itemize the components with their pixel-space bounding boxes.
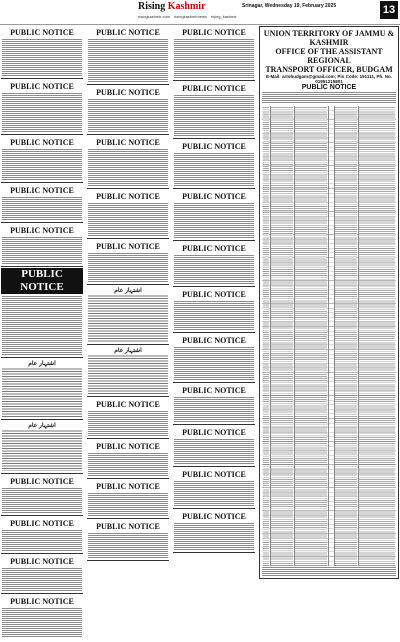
column-2 — [87, 26, 169, 638]
ut-line3: TRANSPORT OFFICER, BUDGAM — [265, 65, 393, 74]
urdu-notice — [87, 346, 169, 397]
notice-title: PUBLIC NOTICE — [96, 482, 160, 491]
ut-subtitle: PUBLIC NOTICE — [301, 84, 357, 91]
ut-line2: OFFICE OF THE ASSISTANT REGIONAL — [275, 47, 383, 65]
notice — [87, 136, 169, 189]
notice — [1, 136, 83, 183]
ut-line1: UNION TERRITORY OF JAMMU & KASHMIR — [263, 29, 395, 47]
notice — [173, 510, 255, 553]
notice-title: PUBLIC NOTICE — [10, 597, 74, 606]
rto-footer-text — [262, 566, 396, 576]
notice — [87, 190, 169, 239]
notice — [173, 468, 255, 509]
notice-title: PUBLIC NOTICE — [96, 400, 160, 409]
notice — [173, 242, 255, 287]
notice — [87, 520, 169, 561]
notice-title: PUBLIC NOTICE — [10, 226, 74, 235]
notice-title: PUBLIC NOTICE — [10, 82, 74, 91]
notice — [1, 555, 83, 594]
urdu-title: اشتہار عام — [28, 423, 56, 429]
notice — [1, 26, 83, 79]
notice — [87, 480, 169, 519]
notice-title: PUBLIC NOTICE — [10, 477, 74, 486]
notice-title: PUBLIC NOTICE — [182, 386, 246, 395]
notice-title: PUBLIC NOTICE — [182, 470, 246, 479]
notice — [1, 80, 83, 135]
notice-title: PUBLIC NOTICE — [96, 522, 160, 531]
notice — [87, 86, 169, 135]
notice-title: PUBLIC NOTICE — [182, 192, 246, 201]
notice — [173, 190, 255, 241]
notice — [173, 140, 255, 189]
notice — [173, 288, 255, 333]
notice-title: PUBLIC NOTICE — [182, 244, 246, 253]
masthead: Rising Kashmir — [138, 1, 206, 12]
notice-title: PUBLIC NOTICE — [182, 142, 246, 151]
notice — [1, 595, 83, 638]
notice-title: PUBLIC NOTICE — [96, 192, 160, 201]
notice — [173, 384, 255, 425]
urdu-title: اشتہار عام — [114, 348, 142, 354]
notice-title: PUBLIC NOTICE — [182, 512, 246, 521]
notice-title: PUBLIC NOTICE — [96, 242, 160, 251]
notice — [1, 294, 83, 358]
notice — [87, 440, 169, 479]
ut-contact: E-Mail: artobudgam@gmail.com; Pin Code: 191111, Ph. No. 01951215801 — [266, 74, 392, 84]
notice-title: PUBLIC NOTICE — [96, 88, 160, 97]
column-4 — [259, 26, 399, 638]
notice — [1, 475, 83, 516]
page-number: 13 — [380, 1, 398, 19]
notice — [1, 517, 83, 554]
urdu-notice — [1, 421, 83, 474]
notice — [173, 426, 255, 467]
page-header — [0, 0, 400, 25]
notice — [1, 184, 83, 223]
notice-title: PUBLIC NOTICE — [96, 442, 160, 451]
notice-title: PUBLIC NOTICE — [10, 519, 74, 528]
notice-title: PUBLIC NOTICE — [182, 428, 246, 437]
notice-title: PUBLIC NOTICE — [10, 138, 74, 147]
dateline: Srinagar, Wednesday 19, February 2025 — [242, 3, 337, 9]
notice — [87, 26, 169, 85]
urdu-notice — [1, 359, 83, 420]
urdu-notice — [87, 286, 169, 345]
rto-notice — [259, 26, 399, 579]
notice — [173, 334, 255, 383]
notice-title: PUBLIC NOTICE — [182, 84, 246, 93]
vehicle-table — [262, 106, 396, 566]
notice — [87, 240, 169, 285]
notice — [87, 398, 169, 439]
notice-title: PUBLIC NOTICE — [182, 290, 246, 299]
notice — [1, 224, 83, 267]
notice — [173, 82, 255, 139]
notice-title: PUBLIC NOTICE — [96, 28, 160, 37]
notice-title: PUBLIC NOTICE — [182, 28, 246, 37]
column-1 — [1, 26, 83, 638]
column-3 — [173, 26, 255, 638]
urdu-title: اشتہار عام — [114, 288, 142, 294]
urdu-title: اشتہار عام — [28, 361, 56, 367]
rto-intro-text — [262, 91, 396, 103]
notice-title: PUBLIC NOTICE — [10, 28, 74, 37]
notice-title: PUBLIC NOTICE — [96, 138, 160, 147]
notice — [173, 26, 255, 81]
notice-title: PUBLIC NOTICE — [182, 336, 246, 345]
notice-title: PUBLIC NOTICE — [10, 557, 74, 566]
social-handles: risingkashmir.com risingkashmirnews rising_kashmir — [138, 14, 237, 19]
notice-banner: PUBLIC NOTICE — [1, 268, 83, 294]
notice-title: PUBLIC NOTICE — [10, 186, 74, 195]
